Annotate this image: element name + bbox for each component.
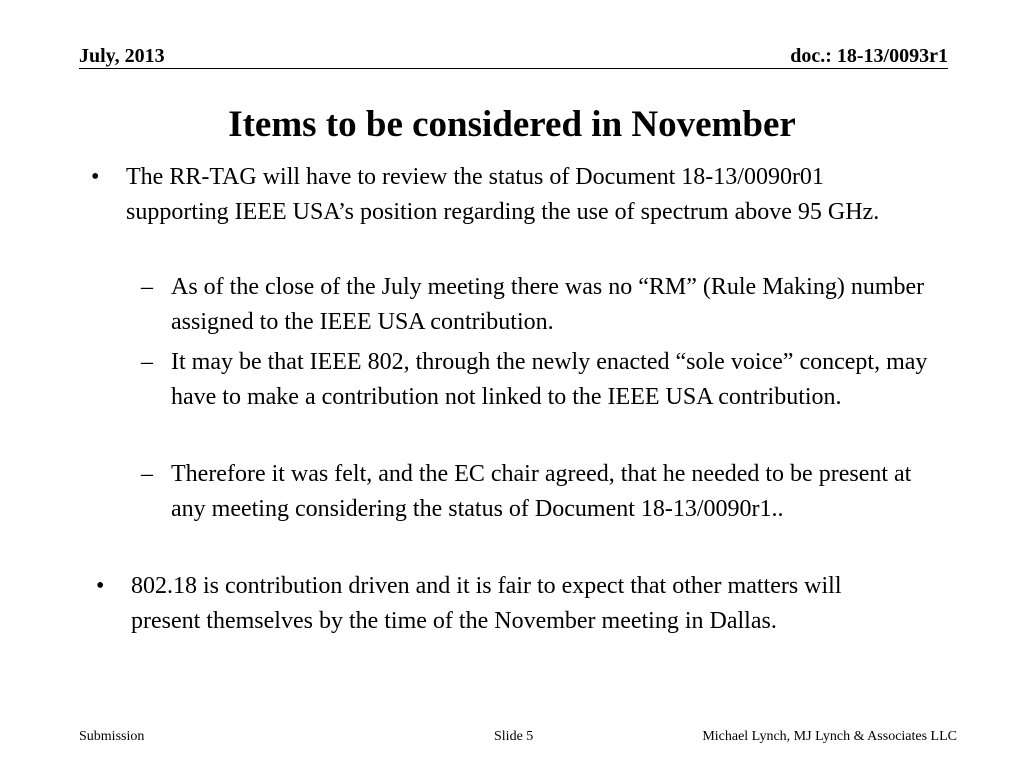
- bullet-text-2: 802.18 is contribution driven and it is fair to expect that other matters will present themselves by the time of the November meeting in Dallas.: [131, 573, 842, 634]
- footer-slide-number: Slide 5: [494, 729, 534, 744]
- bullet-marker-1: •: [91, 164, 100, 190]
- header-rule: [79, 68, 948, 69]
- header-date: July, 2013: [79, 45, 165, 67]
- slide-title: Items to be considered in November: [228, 104, 796, 145]
- bullet-marker-2: •: [96, 573, 105, 599]
- header-doc-id: doc.: 18-13/0093r1: [790, 45, 948, 67]
- sub-marker-3: –: [141, 461, 153, 487]
- sub-bullet-text-1: As of the close of the July meeting there was no “RM” (Rule Making) number assigned to the IEEE USA contribution.: [171, 274, 925, 335]
- sub-marker-1: –: [141, 274, 153, 300]
- footer-author: Michael Lynch, MJ Lynch & Associates LLC: [702, 729, 957, 744]
- bullet-text-1: The RR-TAG will have to review the status of Document 18-13/0090r01 supporting IEEE USA’s position regarding the use of spectrum above 95 GHz.: [126, 164, 880, 225]
- sub-marker-2: –: [141, 349, 153, 375]
- sub-bullet-text-2: It may be that IEEE 802, through the newly enacted “sole voice” concept, may have to make a contribution not linked to the IEEE USA contribution.: [171, 349, 928, 410]
- footer-submission: Submission: [79, 729, 145, 744]
- sub-bullet-text-3: Therefore it was felt, and the EC chair agreed, that he needed to be present at any meeting considering the status of Document 18-13/0090r1..: [171, 461, 912, 522]
